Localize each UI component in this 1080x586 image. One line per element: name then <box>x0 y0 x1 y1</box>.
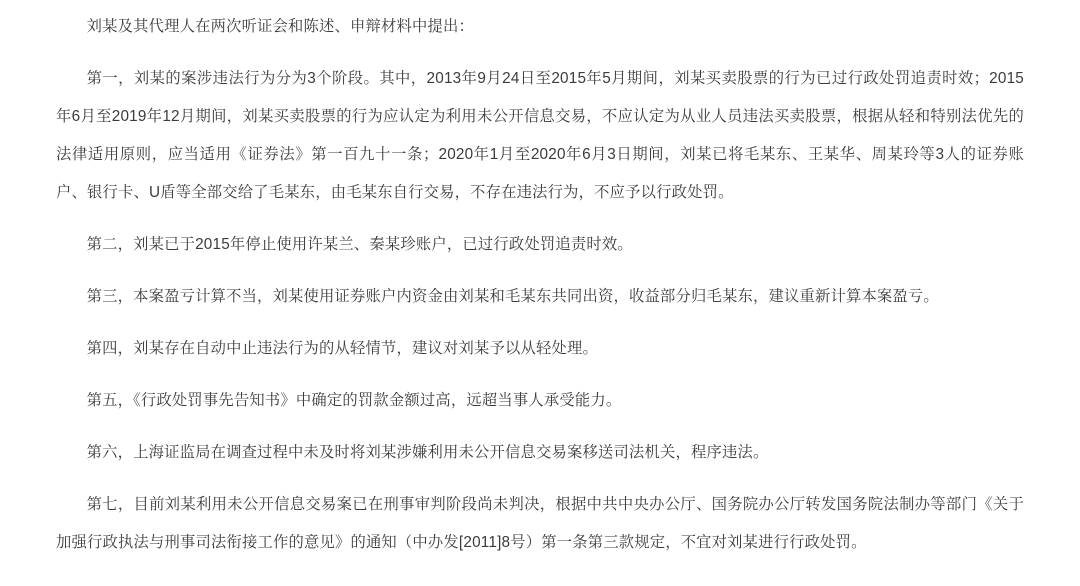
paragraph-intro: 刘某及其代理人在两次听证会和陈述、申辩材料中提出： <box>86 18 475 35</box>
paragraph-item-7: 第七，目前刘某利用未公开信息交易案已在刑事审判阶段尚未判决，根据中共中央办公厅、国务院办公厅转发国务院法制办等部门《关于加强行政执法与刑事司法衔接工作的意见》的通知（中办发[2011]8号）第一条第三款规定，不宜对刘某进行行政处罚。 <box>56 496 1024 551</box>
paragraph-item-4: 第四，刘某存在自动中止违法行为的从轻情节，建议对刘某予以从轻处理。 <box>86 340 598 357</box>
paragraph-item-6: 第六，上海证监局在调查过程中未及时将刘某涉嫌利用未公开信息交易案移送司法机关，程序违法。 <box>86 444 769 461</box>
paragraph-item-5: 第五，《行政处罚事先告知书》中确定的罚款金额过高，远超当事人承受能力。 <box>86 392 622 409</box>
paragraph-item-2: 第二，刘某已于2015年停止使用许某兰、秦某珍账户，已过行政处罚追责时效。 <box>86 236 633 253</box>
paragraph-item-1: 第一，刘某的案涉违法行为分为3个阶段。其中，2013年9月24日至2015年5月期间，刘某买卖股票的行为已过行政处罚追责时效；2015年6月至2019年12月期间，刘某买卖股票的行为应认定为利用未公开信息交易，不应认定为从业人员违法买卖股票，根据从轻和特别法优先的法律适用原则，应当适用《证券法》第一百九十一条；2020年1月至2020年6月3日期间，刘某已将毛某东、王某华、周某玲等3人的证券账户、银行卡、U盾等全部交给了毛某东，由毛某东自行交易，不存在违法行为，不应予以行政处罚。 <box>56 70 1024 201</box>
paragraph-item-3: 第三，本案盈亏计算不当，刘某使用证券账户内资金由刘某和毛某东共同出资，收益部分归毛某东，建议重新计算本案盈亏。 <box>86 288 939 305</box>
